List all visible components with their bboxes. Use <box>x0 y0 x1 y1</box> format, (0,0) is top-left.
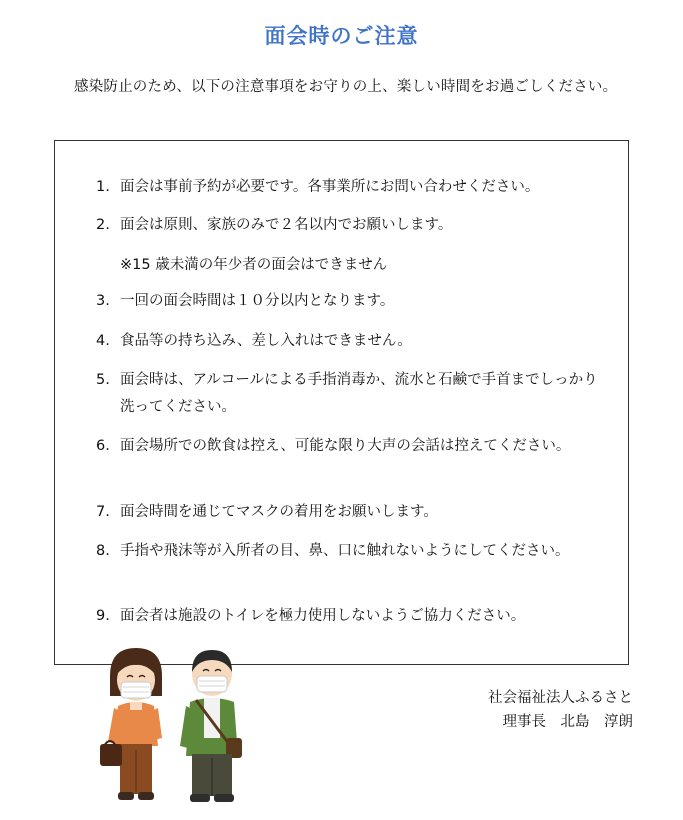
rule-item <box>96 367 606 421</box>
rule-item <box>96 433 606 460</box>
organization-name: 社会福祉法人ふるさと <box>488 690 633 706</box>
masked-visitors-illustration <box>100 638 260 808</box>
rule-item <box>96 603 606 630</box>
rule-number: 4. <box>96 333 110 349</box>
rule-number: 3. <box>96 293 110 309</box>
rule-item <box>96 212 606 239</box>
rule-text: 面会は事前予約が必要です。各事業所にお問い合わせください。 <box>120 179 540 195</box>
rule-text: 面会は原則、家族のみで２名以内でお願いします。 <box>120 217 453 233</box>
director-name: 理事長 北島 淳朗 <box>502 714 633 730</box>
intro-text: 感染防止のため、以下の注意事項をお守りの上、楽しい時間をお過ごしください。 <box>74 79 618 95</box>
rule-item <box>96 499 606 526</box>
rule-text: 手指や飛沫等が入所者の目、鼻、口に触れないようにしてください。 <box>120 543 570 559</box>
rule-item <box>96 174 606 201</box>
age-restriction-note: ※15 歳未満の年少者の面会はできません <box>120 257 388 273</box>
rule-text: 一回の面会時間は１０分以内となります。 <box>120 293 395 309</box>
rule-text: 面会場所での飲食は控え、可能な限り大声の会話は控えてください。 <box>120 438 571 454</box>
rule-item <box>96 538 606 565</box>
rule-item <box>96 328 606 355</box>
rule-number: 2. <box>96 217 110 233</box>
rule-text: 食品等の持ち込み、差し入れはできません。 <box>120 333 412 349</box>
man-figure <box>180 650 242 802</box>
rule-text: 面会者は施設のトイレを極力使用しないようご協力ください。 <box>120 608 526 624</box>
rule-number: 8. <box>96 543 110 559</box>
organization-signature <box>488 686 633 734</box>
rule-number: 7. <box>96 504 110 520</box>
rule-number: 6. <box>96 438 110 454</box>
rule-text: 面会時間を通じてマスクの着用をお願いします。 <box>120 504 438 520</box>
page-title: 面会時のご注意 <box>264 24 419 48</box>
rule-text: 面会時は、アルコールによる手指消毒か、流水と石鹸で手首までしっかり洗ってください。 <box>120 372 598 415</box>
rule-number: 9. <box>96 608 110 624</box>
rule-number: 1. <box>96 179 110 195</box>
rule-item <box>96 288 606 315</box>
rule-number: 5. <box>96 372 110 388</box>
woman-figure <box>100 648 162 800</box>
